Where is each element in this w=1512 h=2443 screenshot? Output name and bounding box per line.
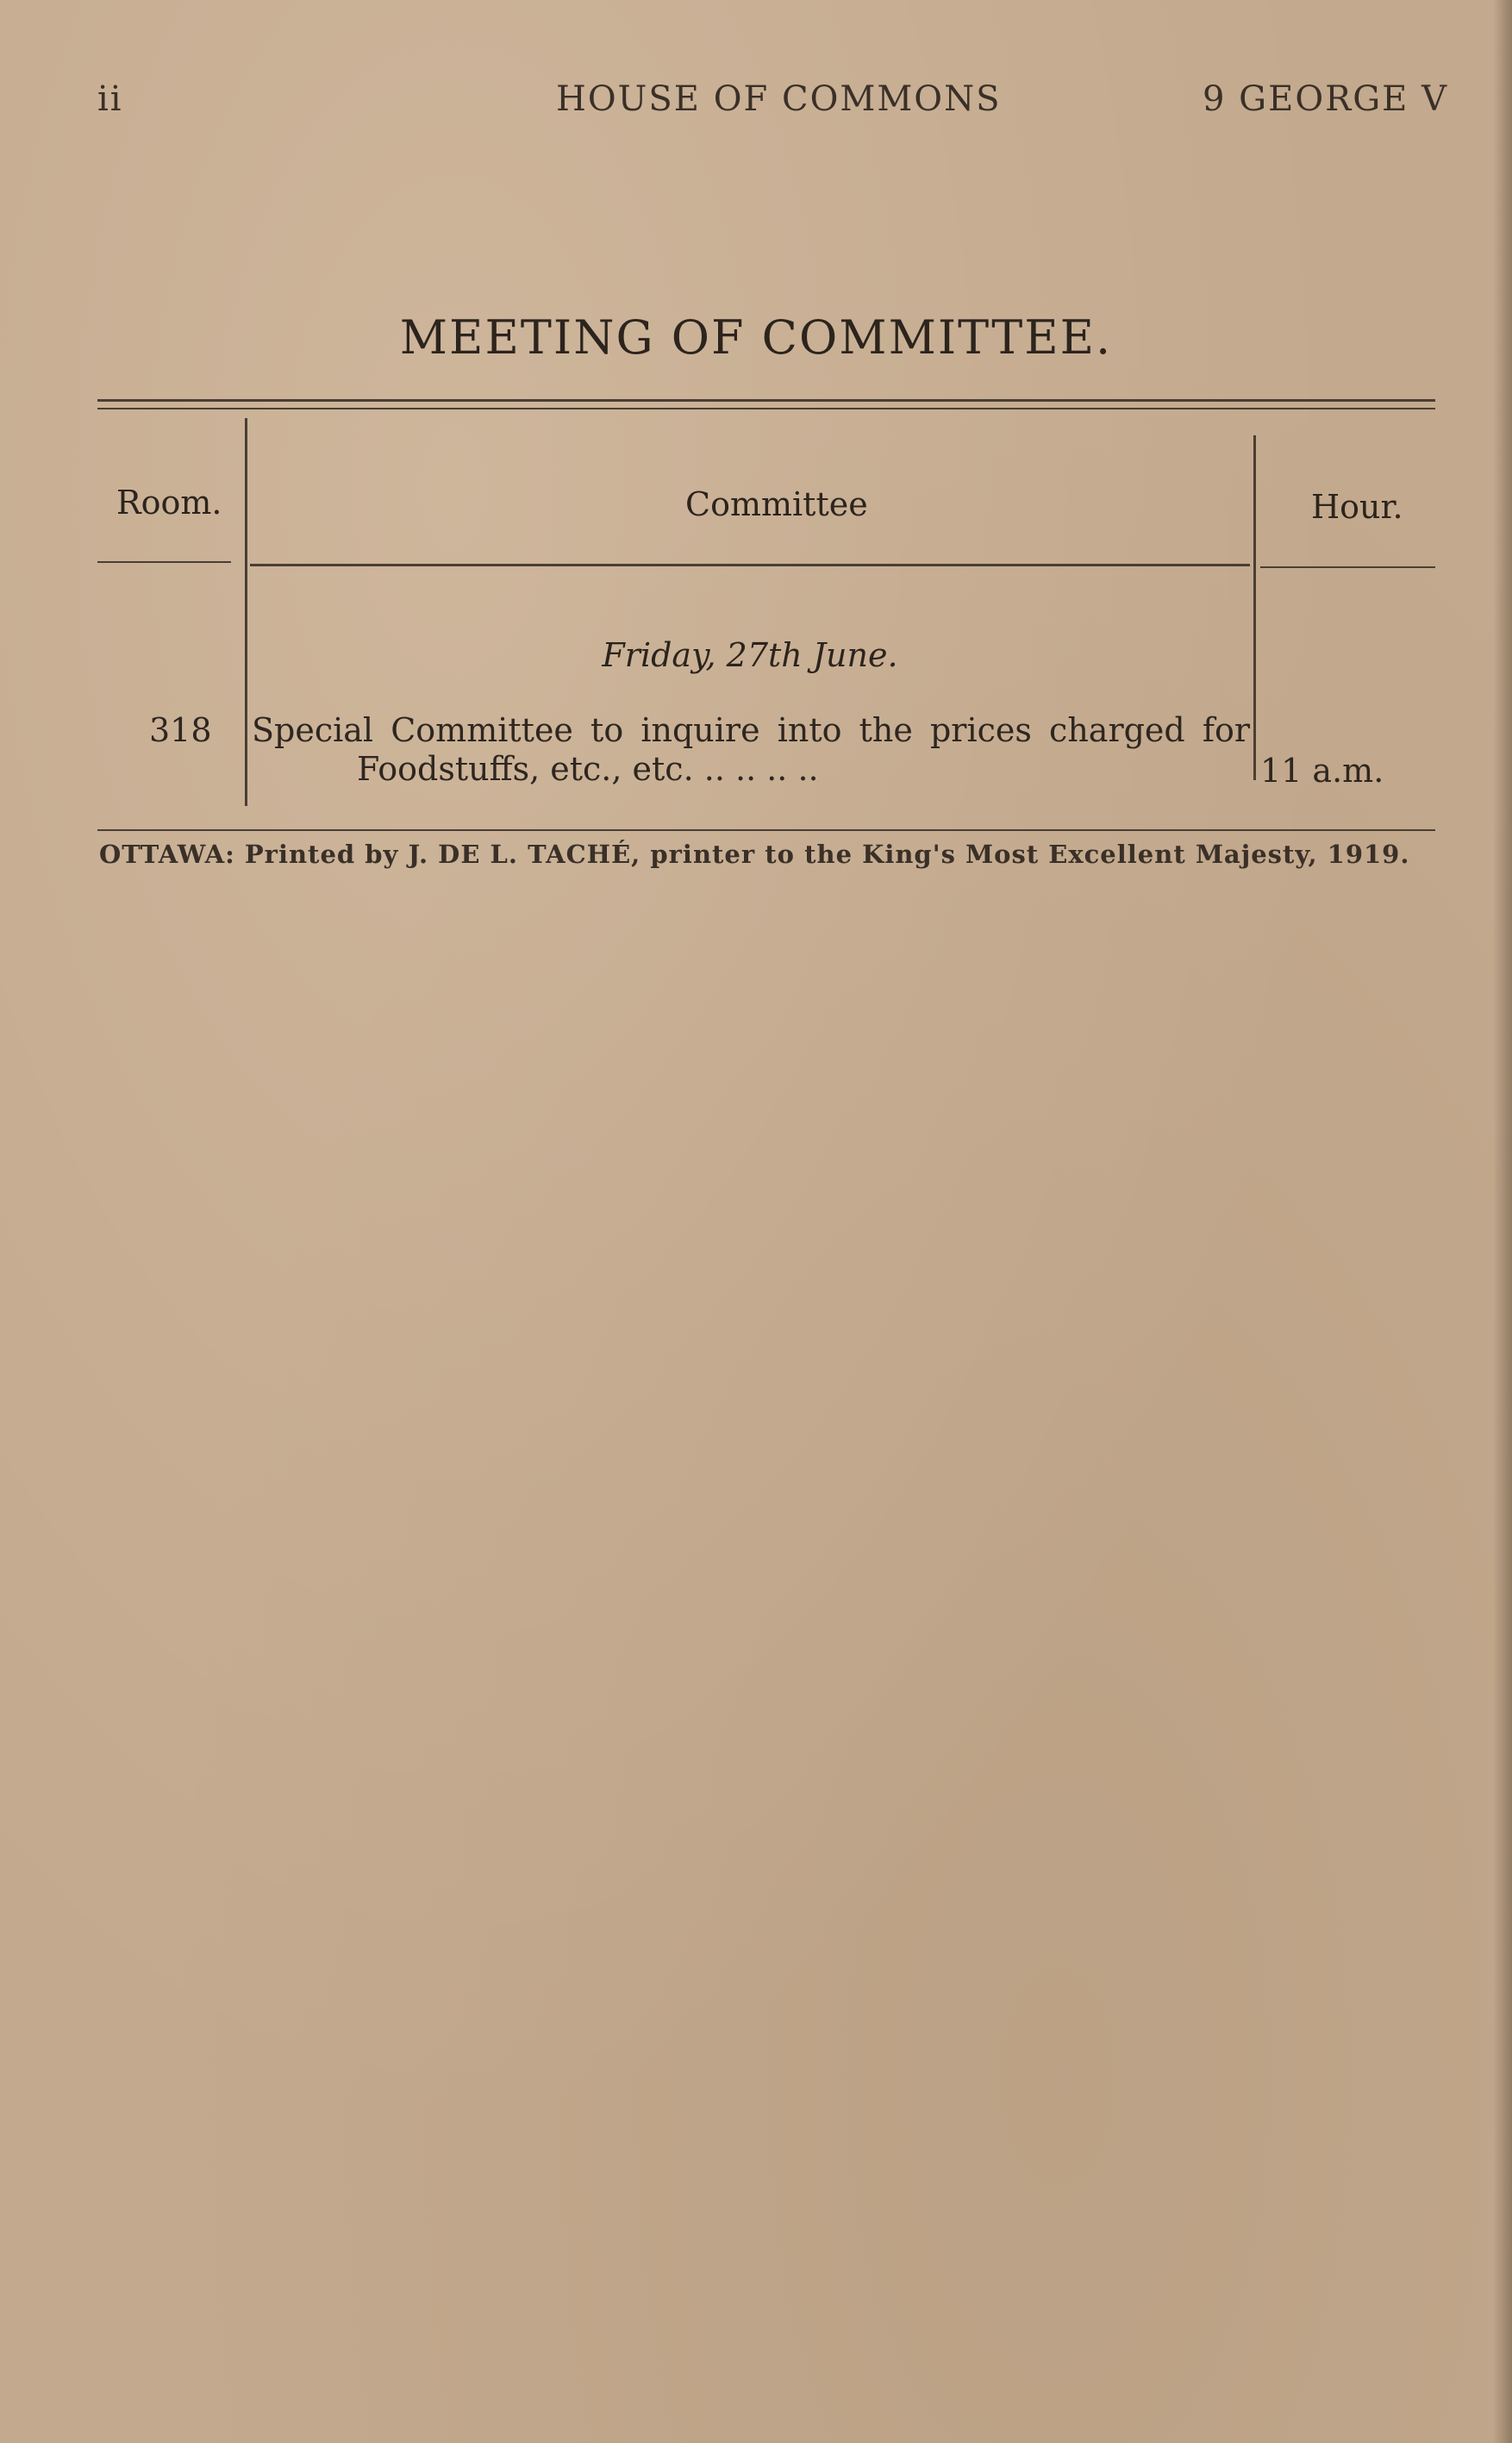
room-number: 318: [149, 711, 212, 749]
column-header-committee: Committee: [685, 485, 868, 523]
header-rule-committee: [250, 564, 1250, 566]
page-number: ii: [97, 79, 123, 119]
header-rule-room: [97, 561, 231, 563]
running-head-chamber: HOUSE OF COMMONS: [556, 79, 1002, 119]
title-double-rule-bottom: [97, 408, 1435, 409]
committee-name-line-1: Special Committee to inquire into the prices charged for: [252, 711, 1250, 749]
column-divider-left: [245, 418, 247, 806]
column-header-room: Room.: [116, 484, 222, 522]
committee-name-line-2: Foodstuffs, etc., etc. .. .. .. ..: [357, 750, 819, 788]
header-rule-hour: [1260, 566, 1435, 568]
title-double-rule-top: [97, 399, 1435, 402]
page-edge-shadow: [1493, 0, 1512, 2443]
page-title: MEETING OF COMMITTEE.: [399, 310, 1113, 365]
imprint-rule: [97, 829, 1435, 831]
printer-imprint: OTTAWA: Printed by J. DE L. TACHÉ, printer to the King's Most Excellent Majesty, 1919.: [99, 840, 1410, 869]
column-header-hour: Hour.: [1311, 488, 1403, 526]
running-head-regnal-year: 9 GEORGE V: [1203, 79, 1448, 119]
column-divider-right: [1253, 435, 1256, 780]
meeting-hour: 11 a.m.: [1260, 752, 1384, 790]
meeting-day: Friday, 27th June.: [602, 636, 898, 674]
